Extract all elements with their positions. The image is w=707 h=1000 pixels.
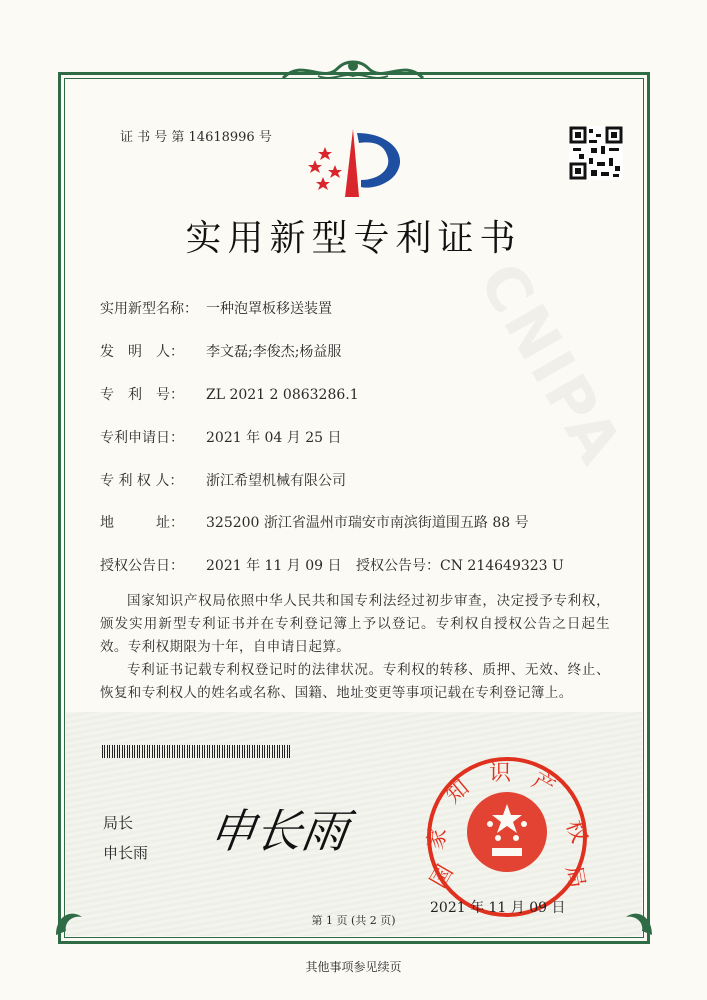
handwritten-signature: 申长雨: [205, 804, 352, 858]
field-patentee: [100, 470, 346, 490]
field-label: 实用新型名称：: [100, 301, 198, 317]
svg-text:识: 识: [488, 761, 512, 786]
field-value: 325200 浙江省温州市瑞安市南滨街道围五路 88 号: [206, 515, 529, 531]
field-label: 专 利 权 人：: [100, 473, 184, 489]
svg-text:国: 国: [426, 860, 459, 893]
page-indicator: 第 1 页 (共 2 页): [311, 914, 396, 927]
cnipa-logo-icon: [305, 125, 410, 200]
top-ornament-icon: [278, 58, 428, 84]
svg-text:家: 家: [423, 825, 452, 852]
field-value: ZL 2021 2 0863286.1: [206, 387, 359, 403]
page-title: 实用新型专利证书: [185, 218, 522, 259]
field-label: 发 明 人：: [100, 344, 184, 360]
field-label: 授权公告日：: [100, 558, 184, 574]
body-text: [100, 590, 610, 705]
watermark: CNIPA: [465, 251, 637, 479]
grant-number: CN 214649323 U: [440, 558, 564, 574]
field-application-date: [100, 427, 342, 447]
field-label: 地 址：: [100, 515, 184, 531]
signatory-role: 局长: [103, 814, 134, 832]
field-inventors: [100, 341, 341, 361]
certificate-number: 证 书 号 第 14618996 号: [120, 130, 272, 145]
field-grant: [100, 555, 564, 575]
field-value: 李文磊;李俊杰;杨益服: [206, 344, 342, 360]
field-label: 专 利 号：: [100, 387, 184, 403]
grant-date: 2021 年 11 月 09 日: [206, 558, 342, 574]
svg-text:知: 知: [441, 775, 475, 809]
field-patent-number: [100, 384, 359, 404]
field-label: 授权公告号：: [356, 558, 440, 574]
svg-text:局: 局: [560, 863, 589, 890]
barcode: [102, 745, 292, 758]
qr-code-icon[interactable]: [569, 126, 623, 180]
field-value: 浙江希望机械有限公司: [206, 473, 346, 489]
seal-date: 2021 年 11 月 09 日: [430, 900, 566, 916]
footer-note: 其他事项参见续页: [305, 960, 402, 974]
field-address: [100, 512, 529, 532]
signatory-name: 申长雨: [103, 844, 149, 862]
body-paragraph: 专利证书记载专利权登记时的法律状况。专利权的转移、质押、无效、终止、恢复和专利权人的姓名或名称、国籍、地址变更等事项记载在专利登记簿上。: [100, 662, 610, 701]
body-paragraph: 国家知识产权局依照中华人民共和国专利法经过初步审查，决定授予专利权，颁发实用新型专利证书并在专利登记簿上予以登记。专利权自授权公告之日起生效。专利权期限为十年，自申请日起算。: [100, 593, 610, 655]
svg-text:权: 权: [560, 817, 592, 847]
field-utility-model-name: [100, 298, 332, 318]
svg-text:产: 产: [527, 768, 560, 801]
field-label: 专利申请日：: [100, 430, 184, 446]
field-value: 2021 年 04 月 25 日: [206, 430, 342, 446]
field-value: 一种泡罩板移送装置: [206, 301, 332, 317]
